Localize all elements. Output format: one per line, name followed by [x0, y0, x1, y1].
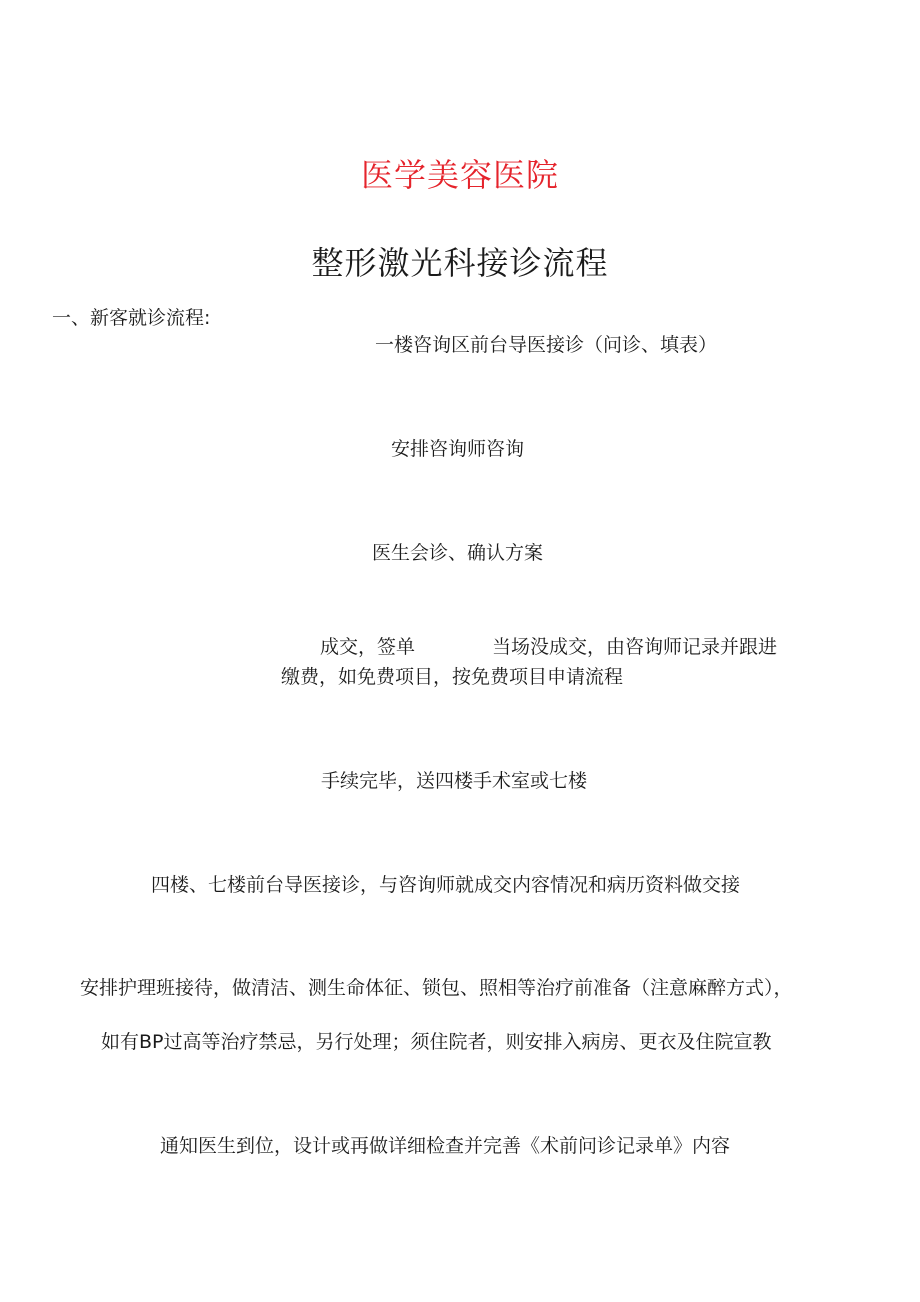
step-notify-doctor: 通知医生到位，设计或再做详细检查并完善《术前问诊记录单》内容 — [160, 1135, 731, 1157]
step-payment: 缴费，如免费项目，按免费项目申请流程 — [281, 666, 624, 688]
step-deal-signed: 成交，签单 — [320, 636, 416, 658]
step-reception: 一楼咨询区前台导医接诊（问诊、填表） — [375, 334, 718, 356]
step-doctor-consult: 医生会诊、确认方案 — [372, 542, 544, 564]
hospital-name: 医学美容医院 — [360, 156, 559, 194]
step-nursing-prep: 安排护理班接待，做清洁、测生命体征、锁包、照相等治疗前准备（注意麻醉方式）， — [80, 977, 793, 999]
step-no-deal: 当场没成交，由咨询师记录并跟进 — [492, 636, 778, 658]
step-bp-check: 如有BP过高等治疗禁忌，另行处理；须住院者，则安排入病房、更衣及住院宣教 — [101, 1031, 772, 1053]
section-heading: 一、新客就诊流程: — [52, 307, 211, 329]
step-consultant: 安排咨询师咨询 — [391, 438, 525, 460]
step-transfer: 手续完毕，送四楼手术室或七楼 — [321, 770, 588, 792]
process-title: 整形激光科接诊流程 — [311, 244, 609, 282]
step-handover: 四楼、七楼前台导医接诊，与咨询师就成交内容情况和病历资料做交接 — [151, 874, 741, 896]
